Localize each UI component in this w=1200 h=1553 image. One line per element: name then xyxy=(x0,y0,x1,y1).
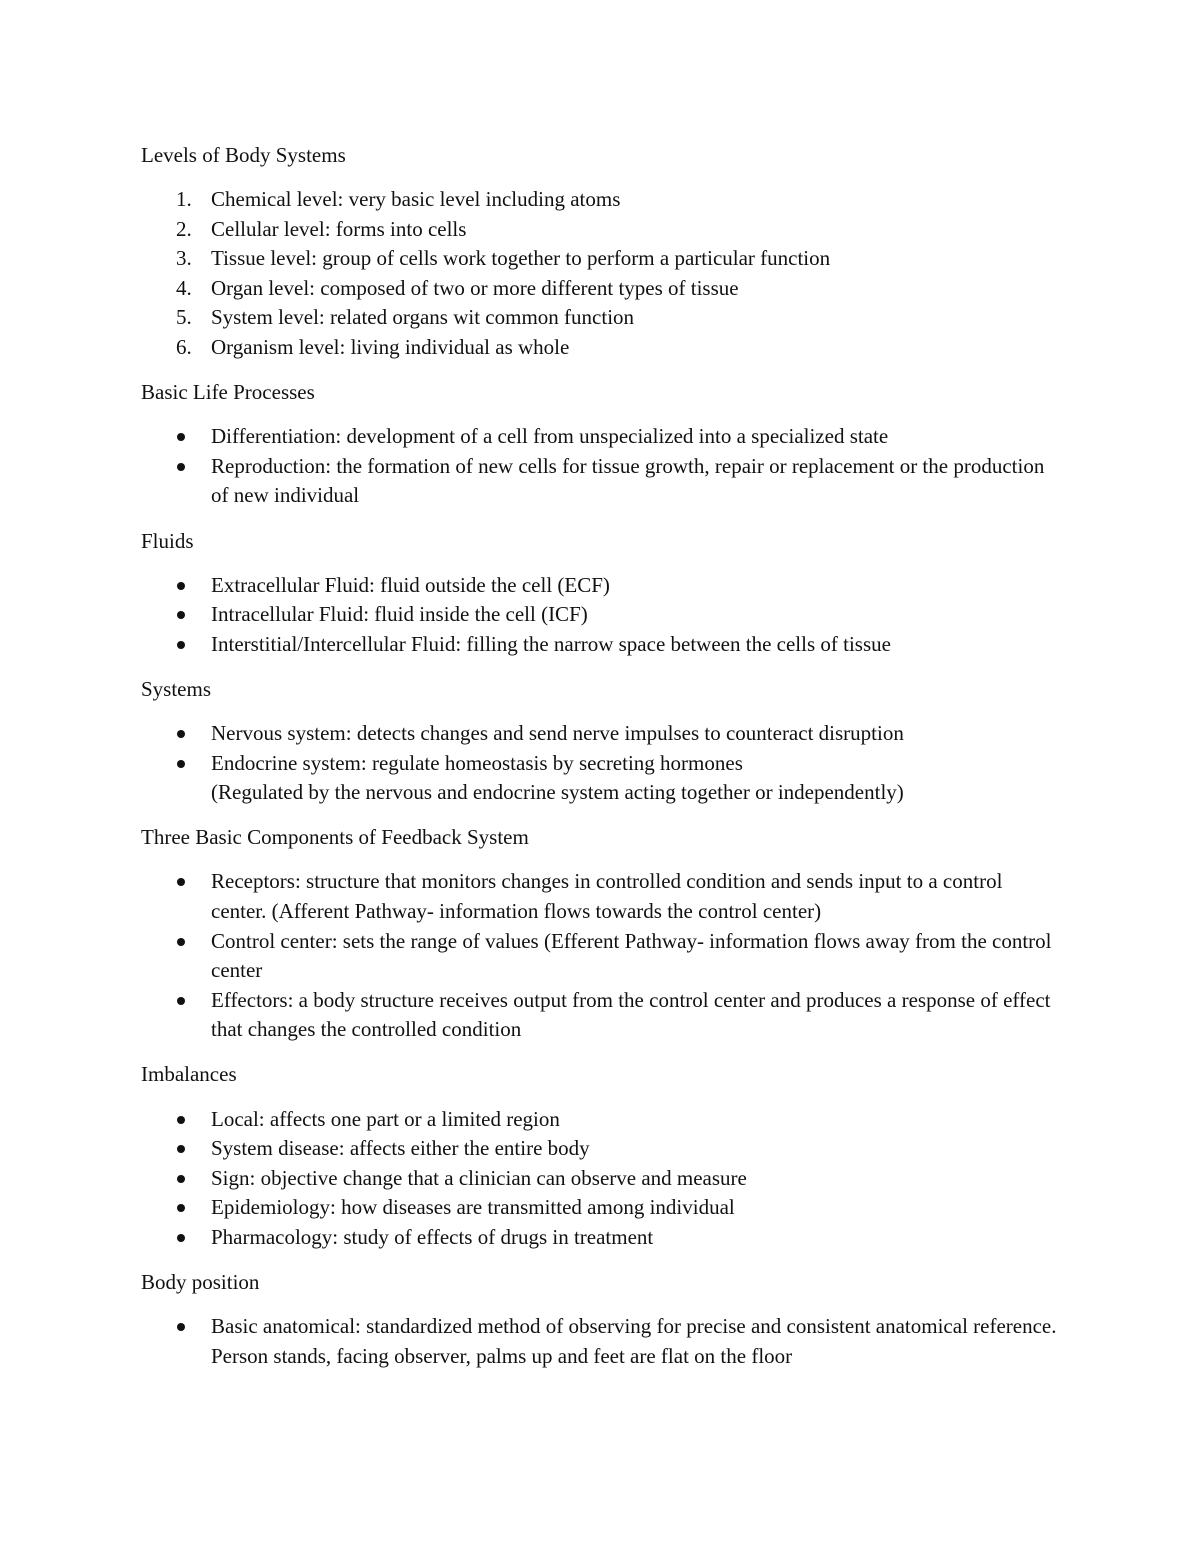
list-item-text: Reproduction: the formation of new cells for tissue growth, repair or replacement or the production of new individual xyxy=(211,453,1045,508)
list-item xyxy=(141,1134,1061,1164)
bullet-icon xyxy=(177,641,185,649)
section-levels-of-body-systems xyxy=(141,141,1061,363)
list-item xyxy=(141,927,1061,986)
list-item-text: Sign: objective change that a clinician can observe and measure xyxy=(211,1165,747,1190)
list-item xyxy=(141,749,1061,808)
bullet-icon xyxy=(177,433,185,441)
list-item-text: Basic anatomical: standardized method of observing for precise and consistent anatomical reference. Person stands, facing observer, palms up and feet are flat on the floor xyxy=(211,1314,1057,1368)
bullet-icon xyxy=(177,463,185,471)
list-item xyxy=(141,274,1061,304)
section-fluids xyxy=(141,527,1061,660)
section-imbalances xyxy=(141,1060,1061,1252)
bullet-icon xyxy=(177,1175,185,1183)
ordered-list xyxy=(141,185,1061,363)
list-item-text: Control center: sets the range of values (Efferent Pathway- information flows away from the control center xyxy=(211,928,1052,983)
list-item-text: Epidemiology: how diseases are transmitted among individual xyxy=(211,1195,735,1220)
list-item xyxy=(141,185,1061,215)
list-item xyxy=(141,215,1061,245)
bullet-list xyxy=(141,571,1061,660)
section-systems xyxy=(141,675,1061,808)
list-item xyxy=(141,333,1061,363)
bullet-list xyxy=(141,1105,1061,1253)
bullet-icon xyxy=(177,1116,185,1124)
list-item xyxy=(141,1223,1061,1253)
list-number: 1. xyxy=(176,187,192,212)
list-item-text: Local: affects one part or a limited region xyxy=(211,1106,560,1131)
list-item xyxy=(141,303,1061,333)
bullet-list xyxy=(141,719,1061,808)
bullet-icon xyxy=(177,997,185,1005)
section-heading: Levels of Body Systems xyxy=(141,143,346,167)
list-item-text: Organism level: living individual as whole xyxy=(211,335,570,360)
list-item-text: Receptors: structure that monitors changes in controlled condition and sends input to a control center. (Afferent Pathway- information flows towards the control center) xyxy=(211,869,1003,923)
section-heading: Body position xyxy=(141,1270,260,1294)
list-item-text: System disease: affects either the entire body xyxy=(211,1136,590,1161)
bullet-icon xyxy=(177,730,185,738)
list-item xyxy=(141,630,1061,660)
section-heading: Systems xyxy=(141,676,212,701)
document-page xyxy=(141,141,1061,1387)
list-item-text: Pharmacology: study of effects of drugs in treatment xyxy=(211,1224,654,1249)
list-number: 5. xyxy=(176,305,192,330)
list-number: 3. xyxy=(176,246,192,271)
list-item-text: Tissue level: group of cells work together to perform a particular function xyxy=(211,246,831,271)
list-item xyxy=(141,1193,1061,1223)
list-item xyxy=(141,452,1061,511)
list-number: 6. xyxy=(176,335,192,360)
section-heading: Imbalances xyxy=(141,1062,237,1087)
bullet-icon xyxy=(177,582,185,590)
bullet-list xyxy=(141,1312,1061,1371)
list-item-text: Cellular level: forms into cells xyxy=(211,216,467,241)
list-item xyxy=(141,600,1061,630)
section-heading: Three Basic Components of Feedback System xyxy=(141,825,529,850)
list-item-text: Chemical level: very basic level including atoms xyxy=(211,187,621,212)
bullet-icon xyxy=(177,938,185,946)
list-item-text: Effectors: a body structure receives output from the control center and produces a response of effect that changes the controlled condition xyxy=(211,987,1051,1042)
list-item xyxy=(141,1164,1061,1194)
section-heading: Fluids xyxy=(141,528,194,553)
bullet-icon xyxy=(177,1145,185,1153)
list-number: 4. xyxy=(176,275,192,300)
list-item xyxy=(141,422,1061,452)
section-heading: Basic Life Processes xyxy=(141,380,315,405)
bullet-icon xyxy=(177,1234,185,1242)
list-item-text: Endocrine system: regulate homeostasis by secreting hormones xyxy=(211,750,743,775)
bullet-icon xyxy=(177,1323,185,1331)
list-item xyxy=(141,571,1061,601)
list-number: 2. xyxy=(176,216,192,241)
list-item xyxy=(141,244,1061,274)
list-item xyxy=(141,719,1061,749)
list-item-text: Differentiation: development of a cell from unspecialized into a specialized state xyxy=(211,424,889,449)
section-feedback-system xyxy=(141,823,1061,1045)
list-item-text: Organ level: composed of two or more different types of tissue xyxy=(211,275,739,300)
bullet-list xyxy=(141,867,1061,1045)
list-item xyxy=(141,986,1061,1045)
list-item xyxy=(141,867,1061,926)
list-item-text: System level: related organs wit common function xyxy=(211,305,635,330)
section-basic-life-processes xyxy=(141,378,1061,511)
bullet-list xyxy=(141,422,1061,511)
list-item-text: Extracellular Fluid: fluid outside the cell (ECF) xyxy=(211,572,610,597)
bullet-icon xyxy=(177,611,185,619)
bullet-icon xyxy=(177,1204,185,1212)
list-item-text: Interstitial/Intercellular Fluid: filling the narrow space between the cells of tissue xyxy=(211,631,891,656)
list-item xyxy=(141,1312,1061,1371)
list-item-note: (Regulated by the nervous and endocrine system acting together or independently) xyxy=(211,780,904,805)
section-body-position xyxy=(141,1268,1061,1371)
list-item xyxy=(141,1105,1061,1135)
bullet-icon xyxy=(177,760,185,768)
list-item-text: Intracellular Fluid: fluid inside the cell (ICF) xyxy=(211,602,588,627)
list-item-text: Nervous system: detects changes and send nerve impulses to counteract disruption xyxy=(211,721,904,745)
bullet-icon xyxy=(177,878,185,886)
